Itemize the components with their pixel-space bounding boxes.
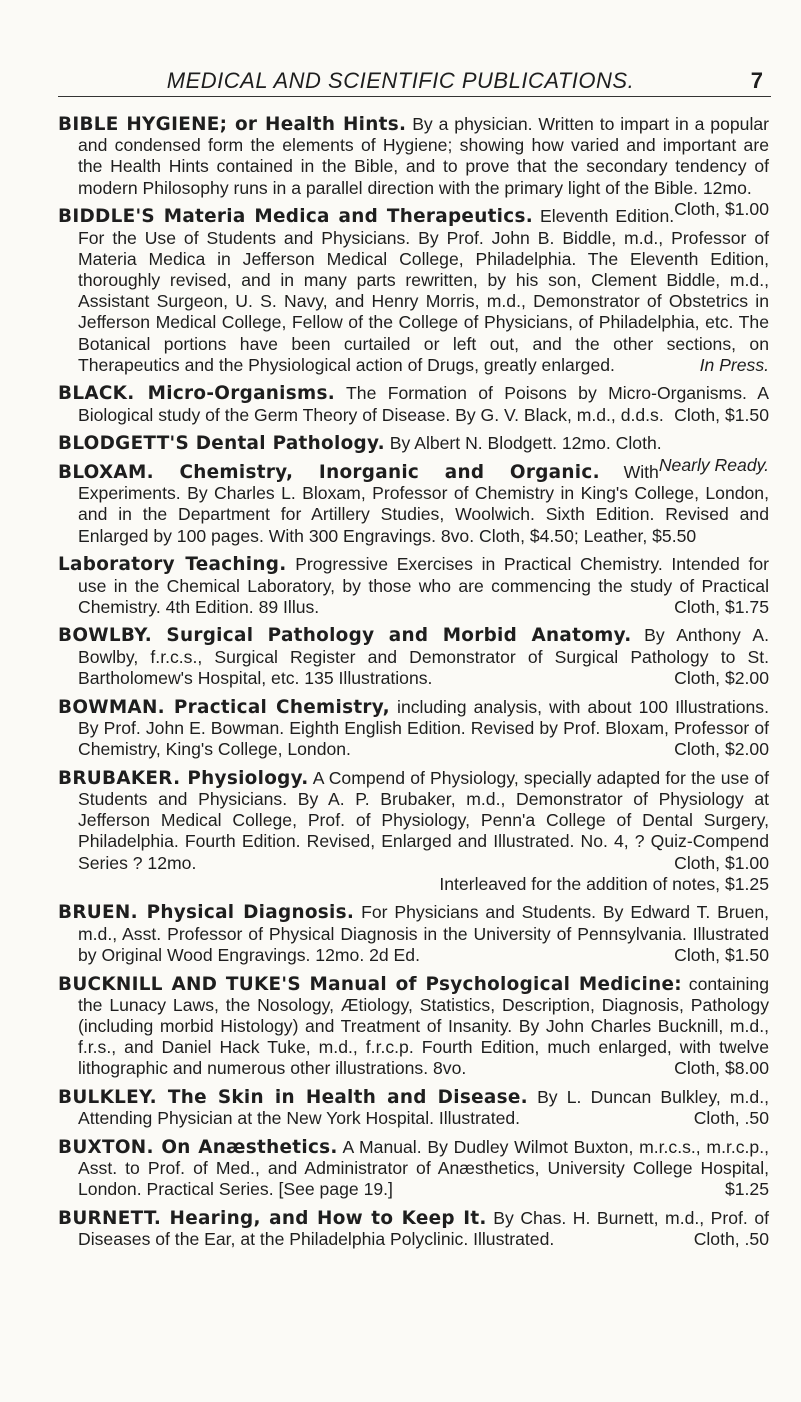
entry-bulkley (58, 1087, 769, 1129)
entry-body: Eleventh Edition. For the Use of Students and Physicians. By Prof. John B. Biddle, m.d., Professor of Materia Medica in Jefferson Medical College, Philadelphia. The Eleventh Edition, thoroughly revised, and in many parts rewritten, by his son, Clement Biddle, m.d., Assistant Surgeon, U. S. Navy, and Henry Morris, m.d., Demonstrator of Obstetrics in Jefferson Medical College, Fellow of the College of Physicians, of Philadelphia, etc. The Botanical portions have been curtailed or left out, and the other sections, on Therapeutics and the Physiological action of Drugs, greatly enlarged. (78, 206, 769, 375)
entry-price: Cloth, .50 (693, 1108, 769, 1129)
entry-heading: BLOXAM. Chemistry, Inorganic and Organic. (58, 462, 600, 484)
entry-body: By Chas. H. Burnett, m.d., Prof. of Diseases of the Ear, at the Philadelphia Polyclinic. Illustrated. (78, 1208, 770, 1250)
entry-laboratory-teaching (58, 554, 769, 618)
header-rule (58, 96, 771, 97)
entry-body: With Experiments. By Charles L. Bloxam, Professor of Chemistry in King's College, London, and in the Department for Artillery Studies, Woolwich. Sixth Edition. Revised and Enlarged by 100 pages. With 300 Engravings. 8vo. Cloth, $4.50; Leather, $5.50 (78, 462, 769, 546)
entry-price: Cloth, $1.00 (674, 198, 769, 219)
entry-heading: BOWMAN. Practical Chemistry, (58, 696, 390, 718)
entry-price: In Press. (699, 354, 769, 375)
entry-heading: BLODGETT'S Dental Pathology. (58, 433, 385, 455)
entry-body: By L. Duncan Bulkley, m.d., Attending Physician at the New York Hospital. Illustrated. (78, 1087, 769, 1129)
entry-interleaved-price: Interleaved for the addition of notes, $1.25 (439, 873, 769, 894)
entry-heading: BUCKNILL AND TUKE'S Manual of Psychological Medicine: (58, 973, 682, 995)
entry-black (58, 383, 769, 425)
entry-heading: BRUBAKER. Physiology. (58, 767, 309, 789)
entry-heading: BURNETT. Hearing, and How to Keep It. (58, 1208, 487, 1230)
entry-price: Cloth, $1.75 (674, 596, 769, 617)
entries-list (58, 114, 769, 1258)
entry-brubaker (58, 768, 769, 895)
entry-heading: BOWLBY. Surgical Pathology and Morbid Anatomy. (58, 625, 632, 647)
page-number: 7 (750, 68, 763, 93)
entry-heading: BRUEN. Physical Diagnosis. (58, 902, 355, 924)
entry-biddle (58, 206, 769, 376)
entry-bowlby (58, 625, 769, 689)
entry-heading: BIDDLE'S Materia Medica and Therapeutics. (58, 206, 534, 228)
entry-price: Cloth, $2.00 (674, 738, 769, 759)
entry-body: including analysis, with about 100 Illustrations. By Prof. John E. Bowman. Eighth English Edition. Revised by Prof. Bloxam, Professor of Chemistry, King's College, London. (78, 696, 769, 759)
entry-burnett (58, 1208, 769, 1250)
entry-heading: BIBLE HYGIENE; or Health Hints. (58, 114, 407, 135)
entry-buxton (58, 1137, 769, 1201)
entry-price: Cloth, $8.00 (674, 1058, 769, 1079)
entry-price: Cloth, $1.50 (674, 404, 769, 425)
entry-price: Cloth, $2.00 (674, 667, 769, 688)
entry-heading: BUXTON. On Anæsthetics. (58, 1136, 338, 1158)
entry-price: $1.25 (724, 1179, 769, 1200)
entry-body: A Manual. By Dudley Wilmot Buxton, m.r.c.s., m.r.c.p., Asst. to Prof. of Med., and Administrator of Anæsthetics, University College Hospital, London. Practical Series. [See page 19.] (78, 1136, 769, 1200)
entry-bucknill-tuke (58, 974, 769, 1080)
entry-body: A Compend of Physiology, specially adapted for the use of Students and Physicians. By A. P. Brubaker, m.d., Demonstrator of Physiology at Jefferson Medical College, Prof. of Physiology, Penn'a College of Dental Surgery, Philadelphia. Fourth Edition. Revised, Enlarged and Illustrated. No. 4, ? Quiz-Compend Series ? 12mo. (78, 767, 770, 873)
entry-body: For Physicians and Students. By Edward T. Bruen, m.d., Asst. Professor of Physical Diagnosis in the University of Pennsylvania. Illustrated by Original Wood Engravings. 12mo. 2d Ed. (78, 902, 770, 965)
entry-price: Cloth, $1.00 (674, 852, 769, 873)
entry-body: By Albert N. Blodgett. 12mo. Cloth. (389, 433, 662, 454)
entry-heading: BLACK. Micro-Organisms. (58, 383, 336, 405)
entry-heading: BULKLEY. The Skin in Health and Disease. (58, 1087, 528, 1109)
entry-bruen (58, 902, 769, 966)
entry-body: Progressive Exercises in Practical Chemistry. Intended for use in the Chemical Laboratory, by those who are commencing the study of Practical Chemistry. 4th Edition. 89 Illus. (78, 554, 769, 617)
entry-body: By Anthony A. Bowlby, f.r.c.s., Surgical Register and Demonstrator of Surgical Pathology to St. Bartholomew's Hospital, etc. 135 Illustrations. (78, 625, 769, 688)
entry-bowman (58, 697, 769, 761)
entry-heading: Laboratory Teaching. (58, 554, 287, 576)
entry-body: The Formation of Poisons by Micro-Organisms. A Biological study of the Germ Theory of Disease. By G. V. Black, m.d., d.d.s. (78, 383, 769, 425)
entry-body: containing the Lunacy Laws, the Nosology, Ætiology, Statistics, Description, Diagnosis, Pathology (including morbid Histology) and Treatment of Insanity. By John Charles Bucknill, m.d., f.r.s., and Daniel Hack Tuke, m.d., f.r.c.p. Fourth Edition, much enlarged, with twelve lithographic and numerous other illustrations. 8vo. (78, 973, 769, 1079)
entry-body: By a physician. Written to impart in a popular and condensed form the elements of Hygiene; showing how varied and important are the Health Hints contained in the Bible, and to prove that the secondary tendency of modern Philosophy runs in a parallel direction with the primary light of the Bible. 12mo. (78, 114, 769, 198)
entry-price: Cloth, .50 (693, 1229, 769, 1250)
entry-price: Nearly Ready. (658, 454, 769, 475)
running-head: MEDICAL AND SCIENTIFIC PUBLICATIONS. (166, 68, 635, 93)
entry-price: Cloth, $1.50 (674, 944, 769, 965)
